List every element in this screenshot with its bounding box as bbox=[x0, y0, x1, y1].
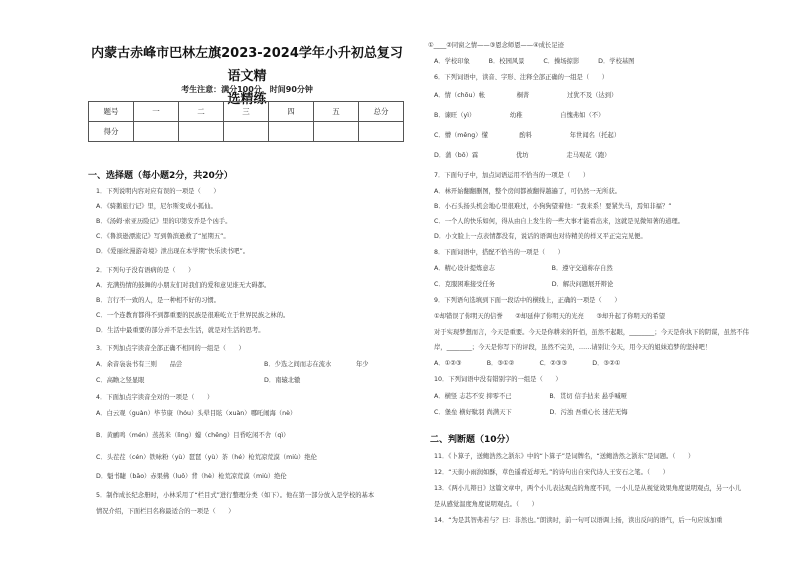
question-line: D．魁书睫（bāo）赤果佛（luǒ）背（hè）枪荒凉荒漠（miù）绝伦 bbox=[96, 473, 287, 480]
question-line: 7．下面句子中，加点词语运用不恰当的一项是（ ） bbox=[434, 172, 590, 179]
score-header-cell: 一 bbox=[134, 102, 179, 122]
exam-info: 考生注意：满分100分，时间90分钟 bbox=[181, 85, 313, 94]
option-b: B．少选之间而志在流水 bbox=[264, 361, 332, 368]
score-header-cell: 总分 bbox=[359, 102, 404, 122]
exam-title-line-1: 内蒙古赤峰市巴林左旗2023-2024学年小升初总复习语文精 bbox=[91, 46, 403, 84]
score-cell bbox=[179, 122, 224, 142]
question-line: C．《鲁滨逊漂流记》写到鲁滨逊救了“星期五”。 bbox=[96, 233, 230, 240]
question-line: ①却错误了你明天的信誉 ②却延伸了你明天的光亮 ③却升起了你明天的希望 bbox=[434, 313, 666, 320]
score-header-cell: 二 bbox=[179, 102, 224, 122]
question-line: 6．下列词语中，读音、字形、注释全部正确的一组是（ ） bbox=[434, 74, 609, 81]
option-note: 年少 bbox=[356, 361, 369, 368]
judge-line: 是从感觉温度角度说明观点。（ ） bbox=[434, 501, 538, 508]
score-table-score-row bbox=[89, 122, 404, 142]
question-line: A．充满热情的鼓舞的小朋友们对我们的爱和意见谁无大碍都。 bbox=[96, 282, 271, 289]
question-line: 1．下列说明内容对应有误的一项是（ ） bbox=[96, 188, 220, 195]
question-line: A．学校印象 B．校园风景 C．操场掠影 D．学校基图 bbox=[434, 58, 635, 65]
question-line: B．《汤姆·索亚历险记》里的印第安乔是个凶手。 bbox=[96, 218, 232, 225]
question-line: A．①②③ B．③①② C．②③③ D．③②① bbox=[434, 360, 621, 367]
question-line: 9．下列语句选填到下面一段话中的横线上，正确的一项是（ ） bbox=[434, 297, 621, 304]
question-line: C．克服困难接受任务 D．解决问题展开辩论 bbox=[434, 281, 614, 288]
question-line: 对于实现梦想而言，今天是重要。今天是你耕来的阡佰，虽然不起眼，________；今天是你执下的阴谋，虽然不伟 bbox=[434, 329, 749, 336]
score-header-cell: 五 bbox=[314, 102, 359, 122]
question-line: 3．下列加点字读音全部正确不相同的一组是（ ） bbox=[96, 345, 245, 352]
question-line: D．《爱丽丝漫游奇境》泄出现在本学期“快乐读书吧”。 bbox=[96, 248, 250, 255]
score-row-label: 得分 bbox=[89, 122, 134, 142]
score-cell bbox=[314, 122, 359, 142]
section-heading-judge: 二、判断题（10分） bbox=[430, 435, 515, 445]
question-line: C．懵（měng）懂 酌料 年世闻名（托起） bbox=[434, 132, 621, 139]
question-line: B．小石头扬头机会地心里很难过，小狗狗望着他：“我来系！要紧失马，焉知非福？” bbox=[434, 203, 672, 210]
question-line: A．情（chōu）帐 桐菁 过犹不及（达到） bbox=[434, 92, 618, 99]
question-line: A．横竖 志芯不安 抑零不已 B．贯切 信手拈来 悬乎喊哑 bbox=[434, 393, 627, 400]
judge-line: 13．《两小儿辩日》这篇文章中，两个小儿表达观点的角度不同，一小儿是从视觉效果角度说明观点，另一小儿 bbox=[434, 485, 742, 492]
question-line: 情况介绍，下面栏目名称最适合的一项是（ ） bbox=[96, 508, 235, 515]
question-line: C．头茬茬（cén）铁咏粉（yù）琶琶（yù）茶（hé）枪荒凉荒漠（miù）绝伦 bbox=[96, 454, 317, 461]
question-line: B．黄鹂鸣（mén）蒸蒸米（lìng）蠓（chēng）目昏吃闲不舍（qì） bbox=[96, 432, 290, 439]
question-line: A．精心设计提炼意志 B．遵守交通称存自然 bbox=[434, 265, 613, 272]
question-line: 5．制作成长纪念册时，小林采用了“栏目式”进行整理分类（如下）。他在第一部分放入是学校的基本 bbox=[96, 492, 375, 499]
question-line: B．谏旺（yì） 幼稚 自愧弗如（不） bbox=[434, 112, 605, 119]
question-line: C．堡垒 横好駄羽 尚满天下 D．污浊 吾重心长 迷茫无悔 bbox=[434, 409, 628, 416]
question-line: A．《骑鹅旅行记》里，尼尔斯变成小狐仙。 bbox=[96, 203, 217, 210]
question-line: A．余音袅袅书有三则 品尝 bbox=[96, 361, 183, 368]
score-cell bbox=[269, 122, 314, 142]
question-line: ①____②同窗之情——③恩念师恩——④成长足迹 bbox=[428, 42, 564, 49]
judge-line: 12．“天街小雨润如酥，草色遥看近却无。”的诗句出自宋代诗人王安石之笔。（ ） bbox=[434, 469, 669, 476]
exam-title-line-2: 选精练 bbox=[227, 92, 267, 107]
score-header-cell: 题号 bbox=[89, 102, 134, 122]
question-line: 岸，________；今天是你写下的评段，虽然不完美，……请别让今天，用今天的姐妹追梦的坚持吧！ bbox=[434, 344, 712, 351]
question-line: D．小文脸上一点表情都没有，说话的语调也对待精美的样又平正完完见便。 bbox=[434, 233, 647, 240]
score-cell bbox=[359, 122, 404, 142]
question-line: 8．下面词语中，搭配不恰当的一项是（ ） bbox=[434, 249, 564, 256]
score-cell bbox=[224, 122, 269, 142]
option-d: D．南辕北辙 bbox=[264, 377, 301, 384]
score-header-cell: 三 bbox=[224, 102, 269, 122]
question-line: C．一个连教育都得不到都重要的民族是很难屹立于世界民族之林的。 bbox=[96, 312, 290, 319]
score-header-cell: 四 bbox=[269, 102, 314, 122]
question-line: D．生活中最重要的部分并不是去生活，就是对生活的思考。 bbox=[96, 327, 265, 334]
score-cell bbox=[134, 122, 179, 142]
score-table-header-row bbox=[89, 102, 404, 122]
question-line: A．白云观（guàn）毕节康（hóu）头晕目眩（xuàn）哪吒闹海（nè） bbox=[96, 410, 297, 417]
question-line: 4．下面加点字读音全对的一项是（ ） bbox=[96, 394, 214, 401]
question-line: D．蒲（bō）霖 优坊 走马观花（跑） bbox=[434, 152, 611, 159]
score-table bbox=[88, 101, 404, 142]
question-line: 2．下列句子没有语病的是（ ） bbox=[96, 267, 195, 274]
judge-line: 14．“为是其智弗若与？曰：非然也。”朗读时，前一句可以语调上扬，读出反问的语气，后一句应该加重 bbox=[434, 517, 723, 524]
question-line: B．言行不一致的人，是一种相不好的习惯。 bbox=[96, 297, 220, 304]
judge-line: 11．《卜算子，送鲍浩然之浙东》中的“卜算子”是词牌名，“送鲍浩然之浙东”是词题。（ ） bbox=[434, 453, 695, 460]
section-heading-choice: 一、选择题（每小题2分，共20分） bbox=[88, 171, 233, 181]
question-line: A．林开始翻翻删图，整个房间都被翻得越遍了，可仍然一无所获。 bbox=[434, 188, 621, 195]
question-line: C．高瞻之竖显眼 bbox=[96, 377, 145, 384]
question-line: 10．下列词语中没有错别字的一组是（ ） bbox=[434, 376, 562, 383]
question-line: C．一个人的快乐如何，得从由自上发生的一些大事才能看出来，这就是见微知著的道理。 bbox=[434, 218, 684, 225]
